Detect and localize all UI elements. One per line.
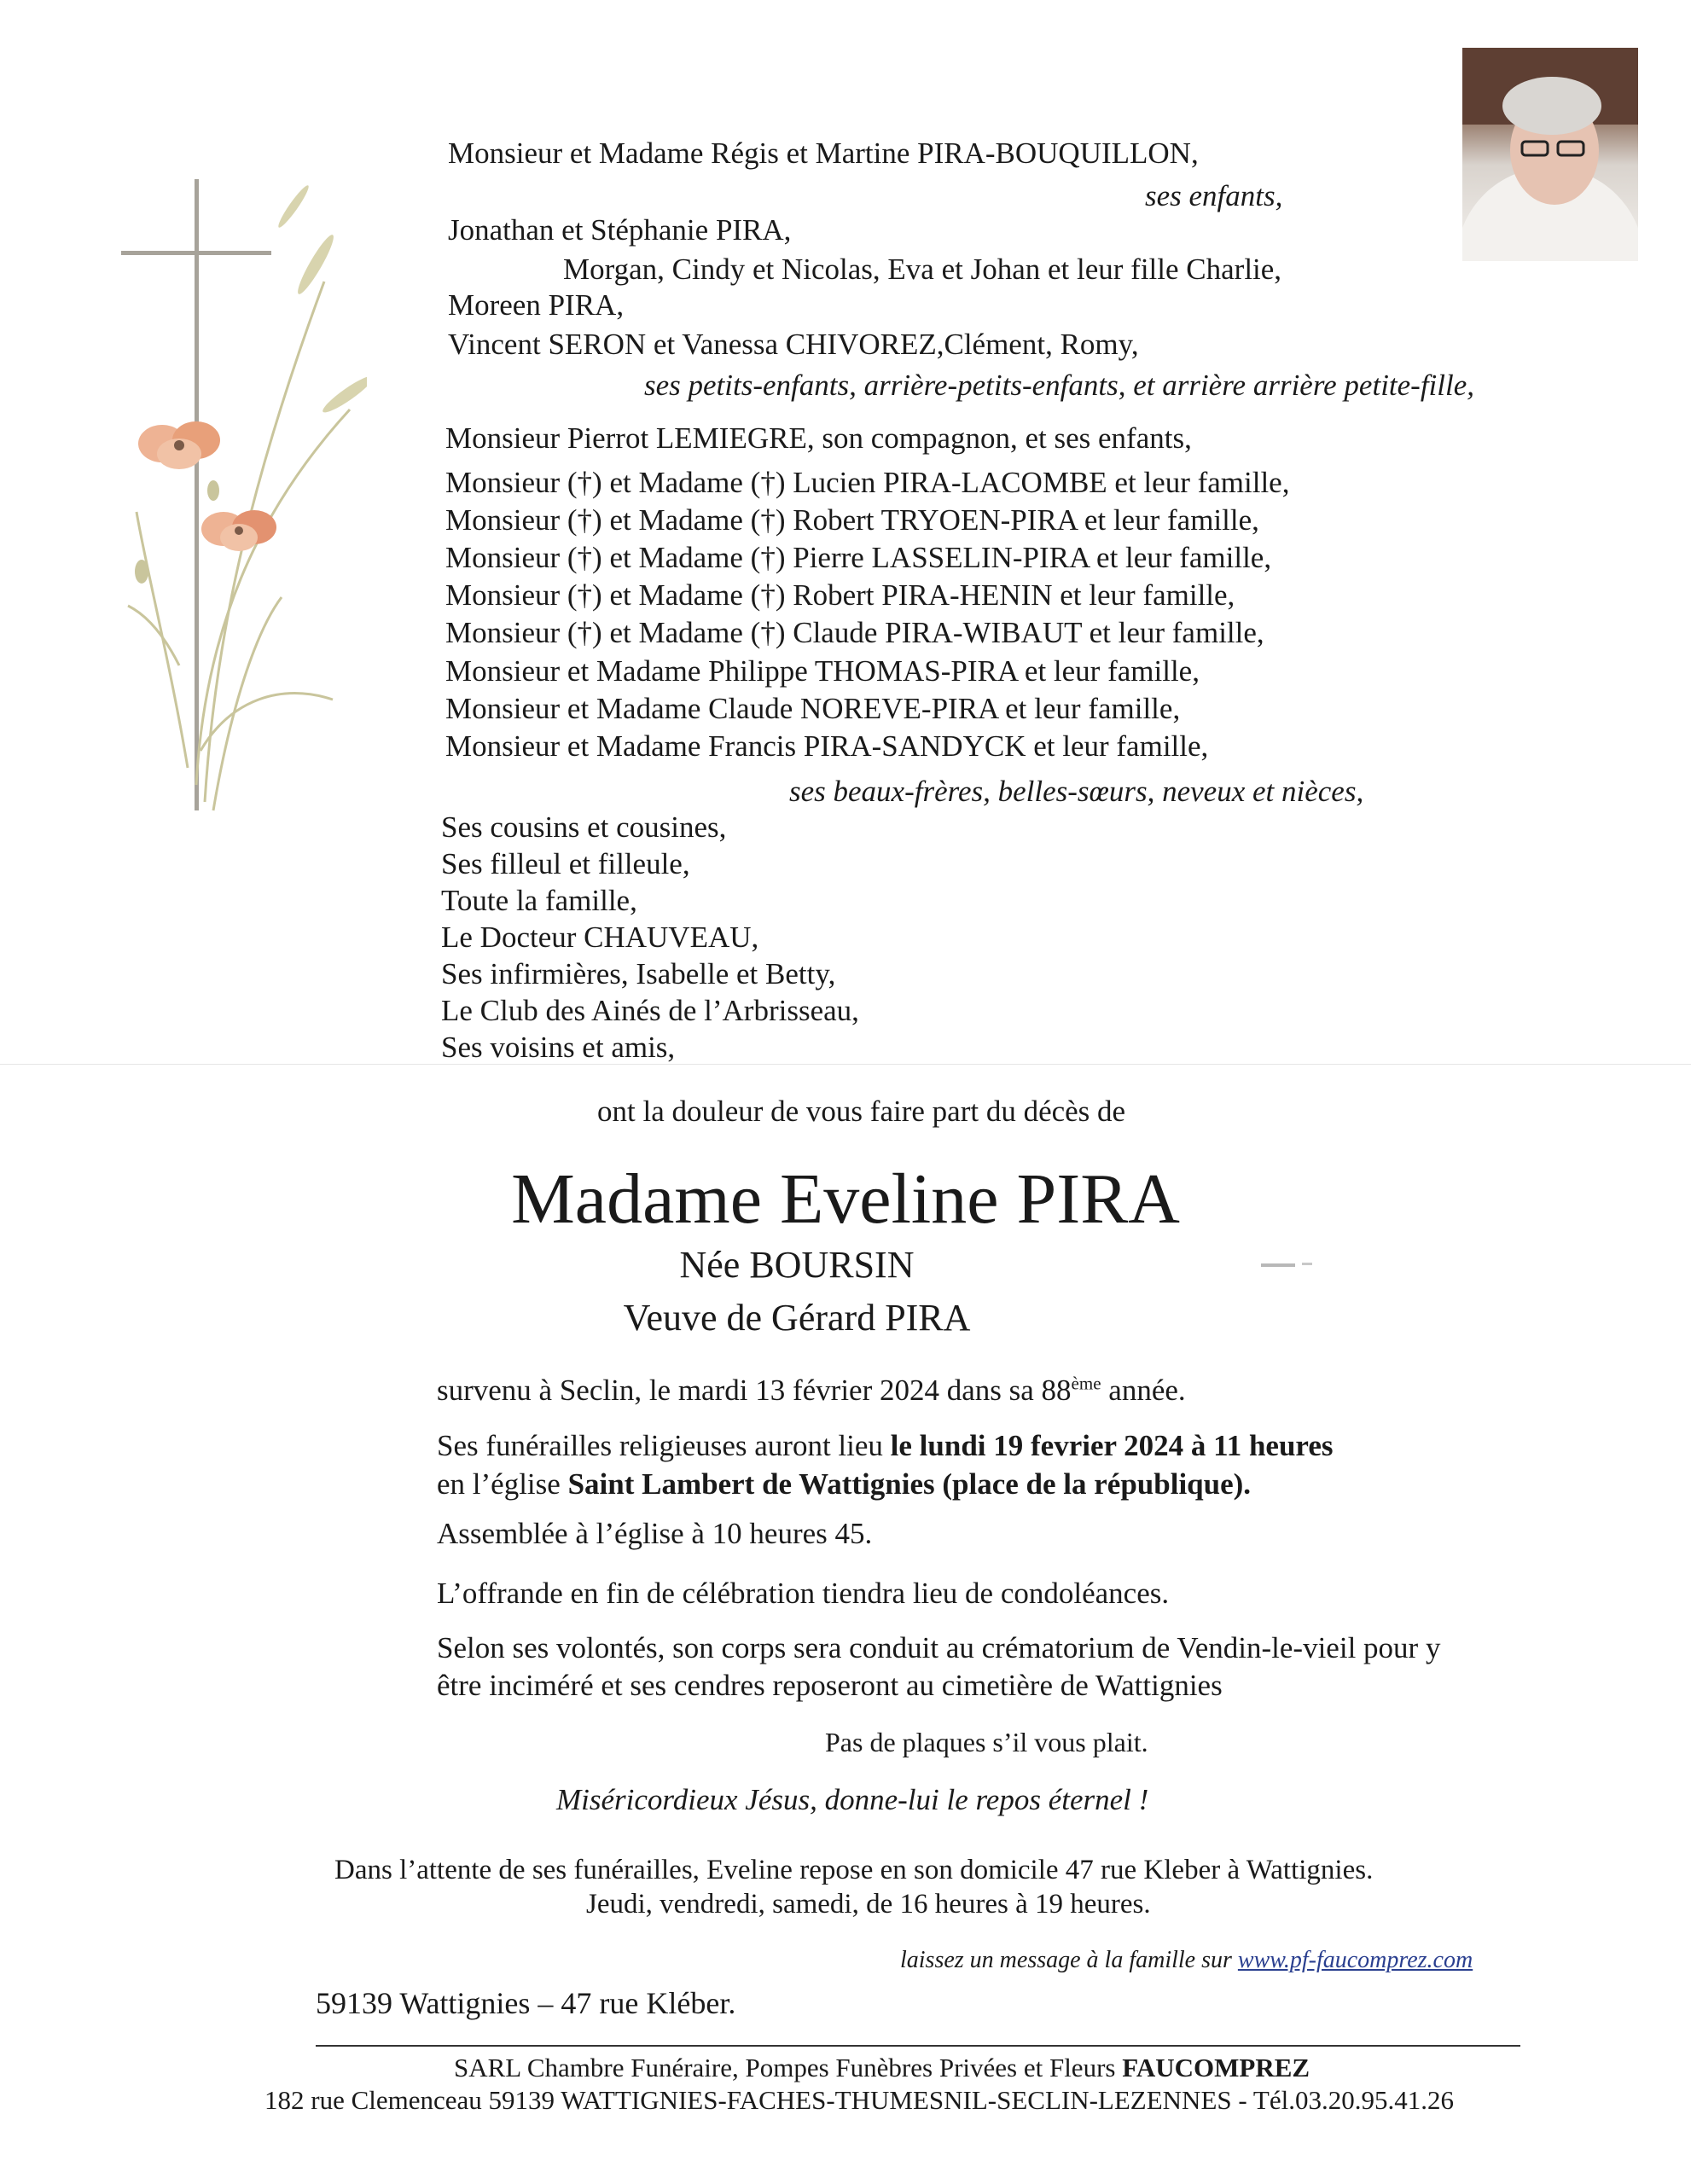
visitation-line-1: Dans l’attente de ses funérailles, Eveline repose en son domicile 47 rue Kleber à Wattignies. <box>334 1855 1374 1885</box>
no-plaques-line: Pas de plaques s’il vous plait. <box>825 1727 1148 1757</box>
scan-fold-line <box>0 1064 1691 1065</box>
death-notice-line: survenu à Seclin, le mardi 13 février 2024 dans sa 88ème année. <box>437 1373 1186 1407</box>
prayer-line: Miséricordieux Jésus, donne-lui le repos éternel ! <box>556 1783 1149 1816</box>
sibling-line: Monsieur (†) et Madame (†) Claude PIRA-WIBAUT et leur famille, <box>445 616 1264 649</box>
poppy-flowers <box>135 421 276 584</box>
sibling-line: Monsieur (†) et Madame (†) Robert TRYOEN-PIRA et leur famille, <box>445 503 1259 537</box>
announcement-line: ont la douleur de vous faire part du décès de <box>597 1095 1126 1128</box>
sibling-line: Monsieur (†) et Madame (†) Pierre LASSELIN-PIRA et leur famille, <box>445 541 1272 574</box>
wishes-line-2: être inciméré et ses cendres reposeront au cimetière de Wattignies <box>437 1669 1223 1702</box>
message-line: laissez un message à la famille sur www.pf-faucomprez.com <box>900 1947 1473 1973</box>
cross-horizontal <box>121 251 271 255</box>
funeral-home-address: 182 rue Clemenceau 59139 WATTIGNIES-FACHES-THUMESNIL-SECLIN-LEZENNES - Tél.03.20.95.41.26 <box>264 2085 1454 2115</box>
deceased-name: Madame Eveline PIRA <box>511 1159 1180 1239</box>
children-role: ses enfants, <box>1145 179 1283 212</box>
sibling-line: Monsieur (†) et Madame (†) Lucien PIRA-LACOMBE et leur famille, <box>445 466 1290 499</box>
portrait-figure <box>1462 48 1638 261</box>
sibling-line: Monsieur (†) et Madame (†) Robert PIRA-HENIN et leur famille, <box>445 578 1235 612</box>
footer-rule <box>316 2045 1520 2047</box>
grandchild-family-line: Morgan, Cindy et Nicolas, Eva et Johan et leur fille Charlie, <box>563 253 1282 286</box>
visitation-line-2: Jeudi, vendredi, samedi, de 16 heures à 19 heures. <box>586 1889 1151 1920</box>
sibling-line: Monsieur et Madame Claude NOREVE-PIRA et leur famille, <box>445 692 1181 725</box>
companion-line: Monsieur Pierrot LEMIEGRE, son compagnon, et ses enfants, <box>445 421 1192 455</box>
other-mourner-line: Toute la famille, <box>441 884 637 917</box>
funeral-date-line: Ses funérailles religieuses auront lieu le lundi 19 fevrier 2024 à 11 heures <box>437 1429 1334 1462</box>
siblings-role: ses beaux-frères, belles-sœurs, neveux et nièces, <box>789 775 1364 808</box>
family-address: 59139 Wattignies – 47 rue Kléber. <box>316 1986 736 2020</box>
portrait-photo <box>1462 48 1638 261</box>
scan-smudge <box>1261 1261 1321 1269</box>
widow-of: Veuve de Gérard PIRA <box>623 1297 971 1339</box>
other-mourner-line: Ses infirmières, Isabelle et Betty, <box>441 957 836 990</box>
grandchild-line-2: Moreen PIRA, <box>448 288 625 322</box>
other-mourner-line: Ses voisins et amis, <box>441 1031 676 1064</box>
cross-poppies-illustration <box>111 154 367 819</box>
grandchild-line-3: Vincent SERON et Vanessa CHIVOREZ,Clément, Romy, <box>448 328 1139 361</box>
other-mourner-line: Le Docteur CHAUVEAU, <box>441 921 759 954</box>
cross-vertical <box>195 179 199 810</box>
children-line: Monsieur et Madame Régis et Martine PIRA-BOUQUILLON, <box>448 136 1199 170</box>
other-mourner-line: Ses filleul et filleule, <box>441 847 690 880</box>
assembly-line: Assemblée à l’église à 10 heures 45. <box>437 1517 873 1550</box>
church-line: en l’église Saint Lambert de Wattignies (place de la république). <box>437 1467 1252 1501</box>
wishes-line-1: Selon ses volontés, son corps sera conduit au crématorium de Vendin-le-vieil pour y <box>437 1631 1441 1664</box>
grandchildren-role: ses petits-enfants, arrière-petits-enfants, et arrière arrière petite-fille, <box>644 369 1475 402</box>
other-mourner-line: Ses cousins et cousines, <box>441 810 727 844</box>
funeral-home-line: SARL Chambre Funéraire, Pompes Funèbres Privées et Fleurs FAUCOMPREZ <box>454 2053 1310 2082</box>
grandchild-line-1: Jonathan et Stéphanie PIRA, <box>448 213 792 247</box>
sibling-line: Monsieur et Madame Francis PIRA-SANDYCK et leur famille, <box>445 729 1209 763</box>
offering-line: L’offrande en fin de célébration tiendra lieu de condoléances. <box>437 1577 1170 1610</box>
sibling-line: Monsieur et Madame Philippe THOMAS-PIRA et leur famille, <box>445 654 1200 688</box>
maiden-name: Née BOURSIN <box>679 1244 915 1286</box>
other-mourner-line: Le Club des Ainés de l’Arbrisseau, <box>441 994 859 1027</box>
website-link[interactable]: www.pf-faucomprez.com <box>1237 1947 1473 1973</box>
